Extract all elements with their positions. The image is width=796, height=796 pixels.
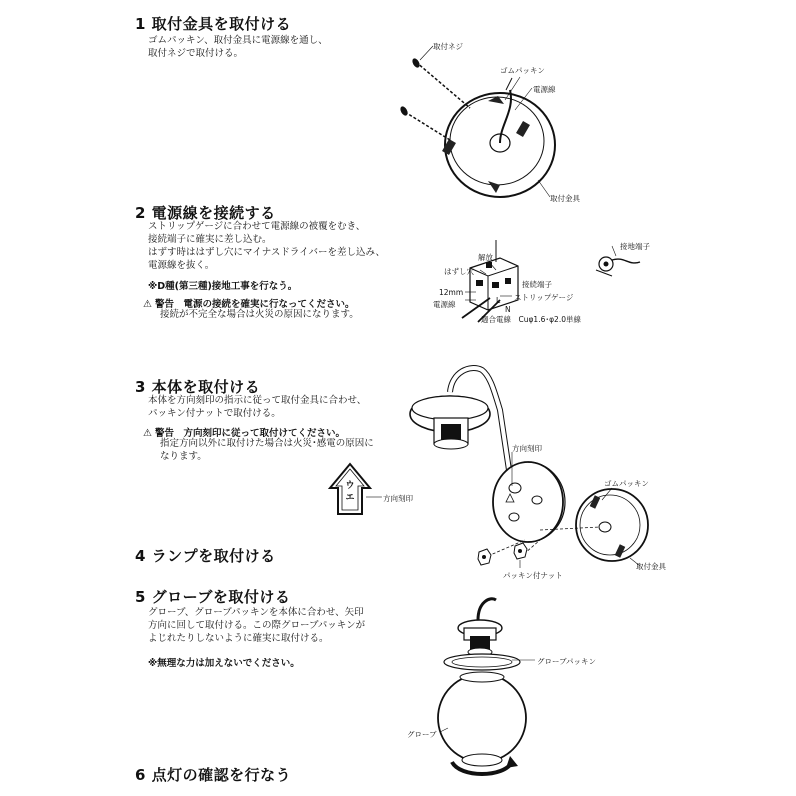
step5-note: ※無理な力は加えないでください。 xyxy=(148,658,300,669)
step2-line-1: ストリップゲージに合わせて電源線の被覆をむき、 xyxy=(148,221,366,232)
step2-line-3: はずす時ははずし穴にマイナスドライバーを差し込み、 xyxy=(148,247,386,258)
label-globe-packing: グローブパッキン xyxy=(537,657,596,666)
label-power-wire: 電源線 xyxy=(433,300,456,309)
label-strip-gauge: ストリップゲージ xyxy=(514,293,574,302)
step2-warning-text: 警告 電源の接続を確実に行なってください。 xyxy=(154,299,355,310)
label-release-hole: はずし穴 xyxy=(444,267,474,276)
step2-heading: 2 電源線を接続する xyxy=(135,204,276,222)
direction-arrow-text: ウエ xyxy=(345,481,355,503)
warning-icon: ⚠ xyxy=(143,428,152,439)
step3-heading: 3 本体を取付ける xyxy=(135,378,261,396)
label-screw: 取付ネジ xyxy=(433,42,463,51)
step3-warning-sub-1: 指定方向以外に取付けた場合は火災･感電の原因に xyxy=(160,438,374,449)
step1-line-2: 取付ネジで取付ける。 xyxy=(148,48,244,59)
step5-line-1: グローブ、グローブパッキンを本体に合わせ、矢印 xyxy=(148,607,364,618)
label-l: L xyxy=(496,296,501,305)
step2-line-2: 接続端子に確実に差し込む。 xyxy=(148,234,272,245)
step5-heading: 5 グローブを取付ける xyxy=(135,588,291,606)
label-packing-nut: パッキン付ナット xyxy=(503,571,563,580)
step5-line-2: 方向に回して取付ける。この際グローブパッキンが xyxy=(148,620,366,631)
label-rubber-packing-2: ゴムパッキン xyxy=(604,479,649,488)
step5-line-3: よじれたりしないように確実に取付ける。 xyxy=(148,633,329,644)
step4-heading: 4 ランプを取付ける xyxy=(135,547,276,565)
label-suitable-wire: 適合電線 Cuφ1.6･φ2.0単線 xyxy=(481,315,581,324)
step2-note: ※D種(第三種)接地工事を行なう。 xyxy=(148,281,298,292)
label-ground-terminal: 接地端子 xyxy=(620,242,650,251)
label-wire: 電源線 xyxy=(533,85,556,94)
label-direction-mark-2: 方向刻印 xyxy=(512,444,542,453)
step1-heading: 1 取付金具を取付ける xyxy=(135,15,292,33)
step3-warning-text: 警告 方向刻印に従って取付けてください。 xyxy=(154,428,345,439)
step2-line-4: 電源線を抜く。 xyxy=(148,260,215,271)
step3-line-2: パッキン付ナットで取付ける。 xyxy=(148,408,281,419)
label-rubber-packing: ゴムパッキン xyxy=(500,66,545,75)
label-terminal: 接続端子 xyxy=(522,280,552,289)
label-bracket-2: 取付金具 xyxy=(636,562,666,571)
label-12mm: 12mm xyxy=(439,288,464,297)
label-globe: グローブ xyxy=(407,730,437,739)
step2-warning-sub: 接続が不完全な場合は火災の原因になります。 xyxy=(160,309,359,320)
label-n: N xyxy=(505,305,511,314)
step3-warning-sub-2: なります。 xyxy=(160,451,207,462)
step3-line-1: 本体を方向刻印の指示に従って取付金具に合わせ、 xyxy=(148,395,367,406)
label-release: 解放 xyxy=(478,253,493,262)
step6-heading: 6 点灯の確認を行なう xyxy=(135,766,292,784)
label-bracket: 取付金具 xyxy=(550,194,580,203)
label-direction-mark: 方向刻印 xyxy=(383,494,413,503)
step1-line-1: ゴムパッキン、取付金具に電源線を通し、 xyxy=(148,35,328,46)
warning-icon: ⚠ xyxy=(143,299,152,310)
